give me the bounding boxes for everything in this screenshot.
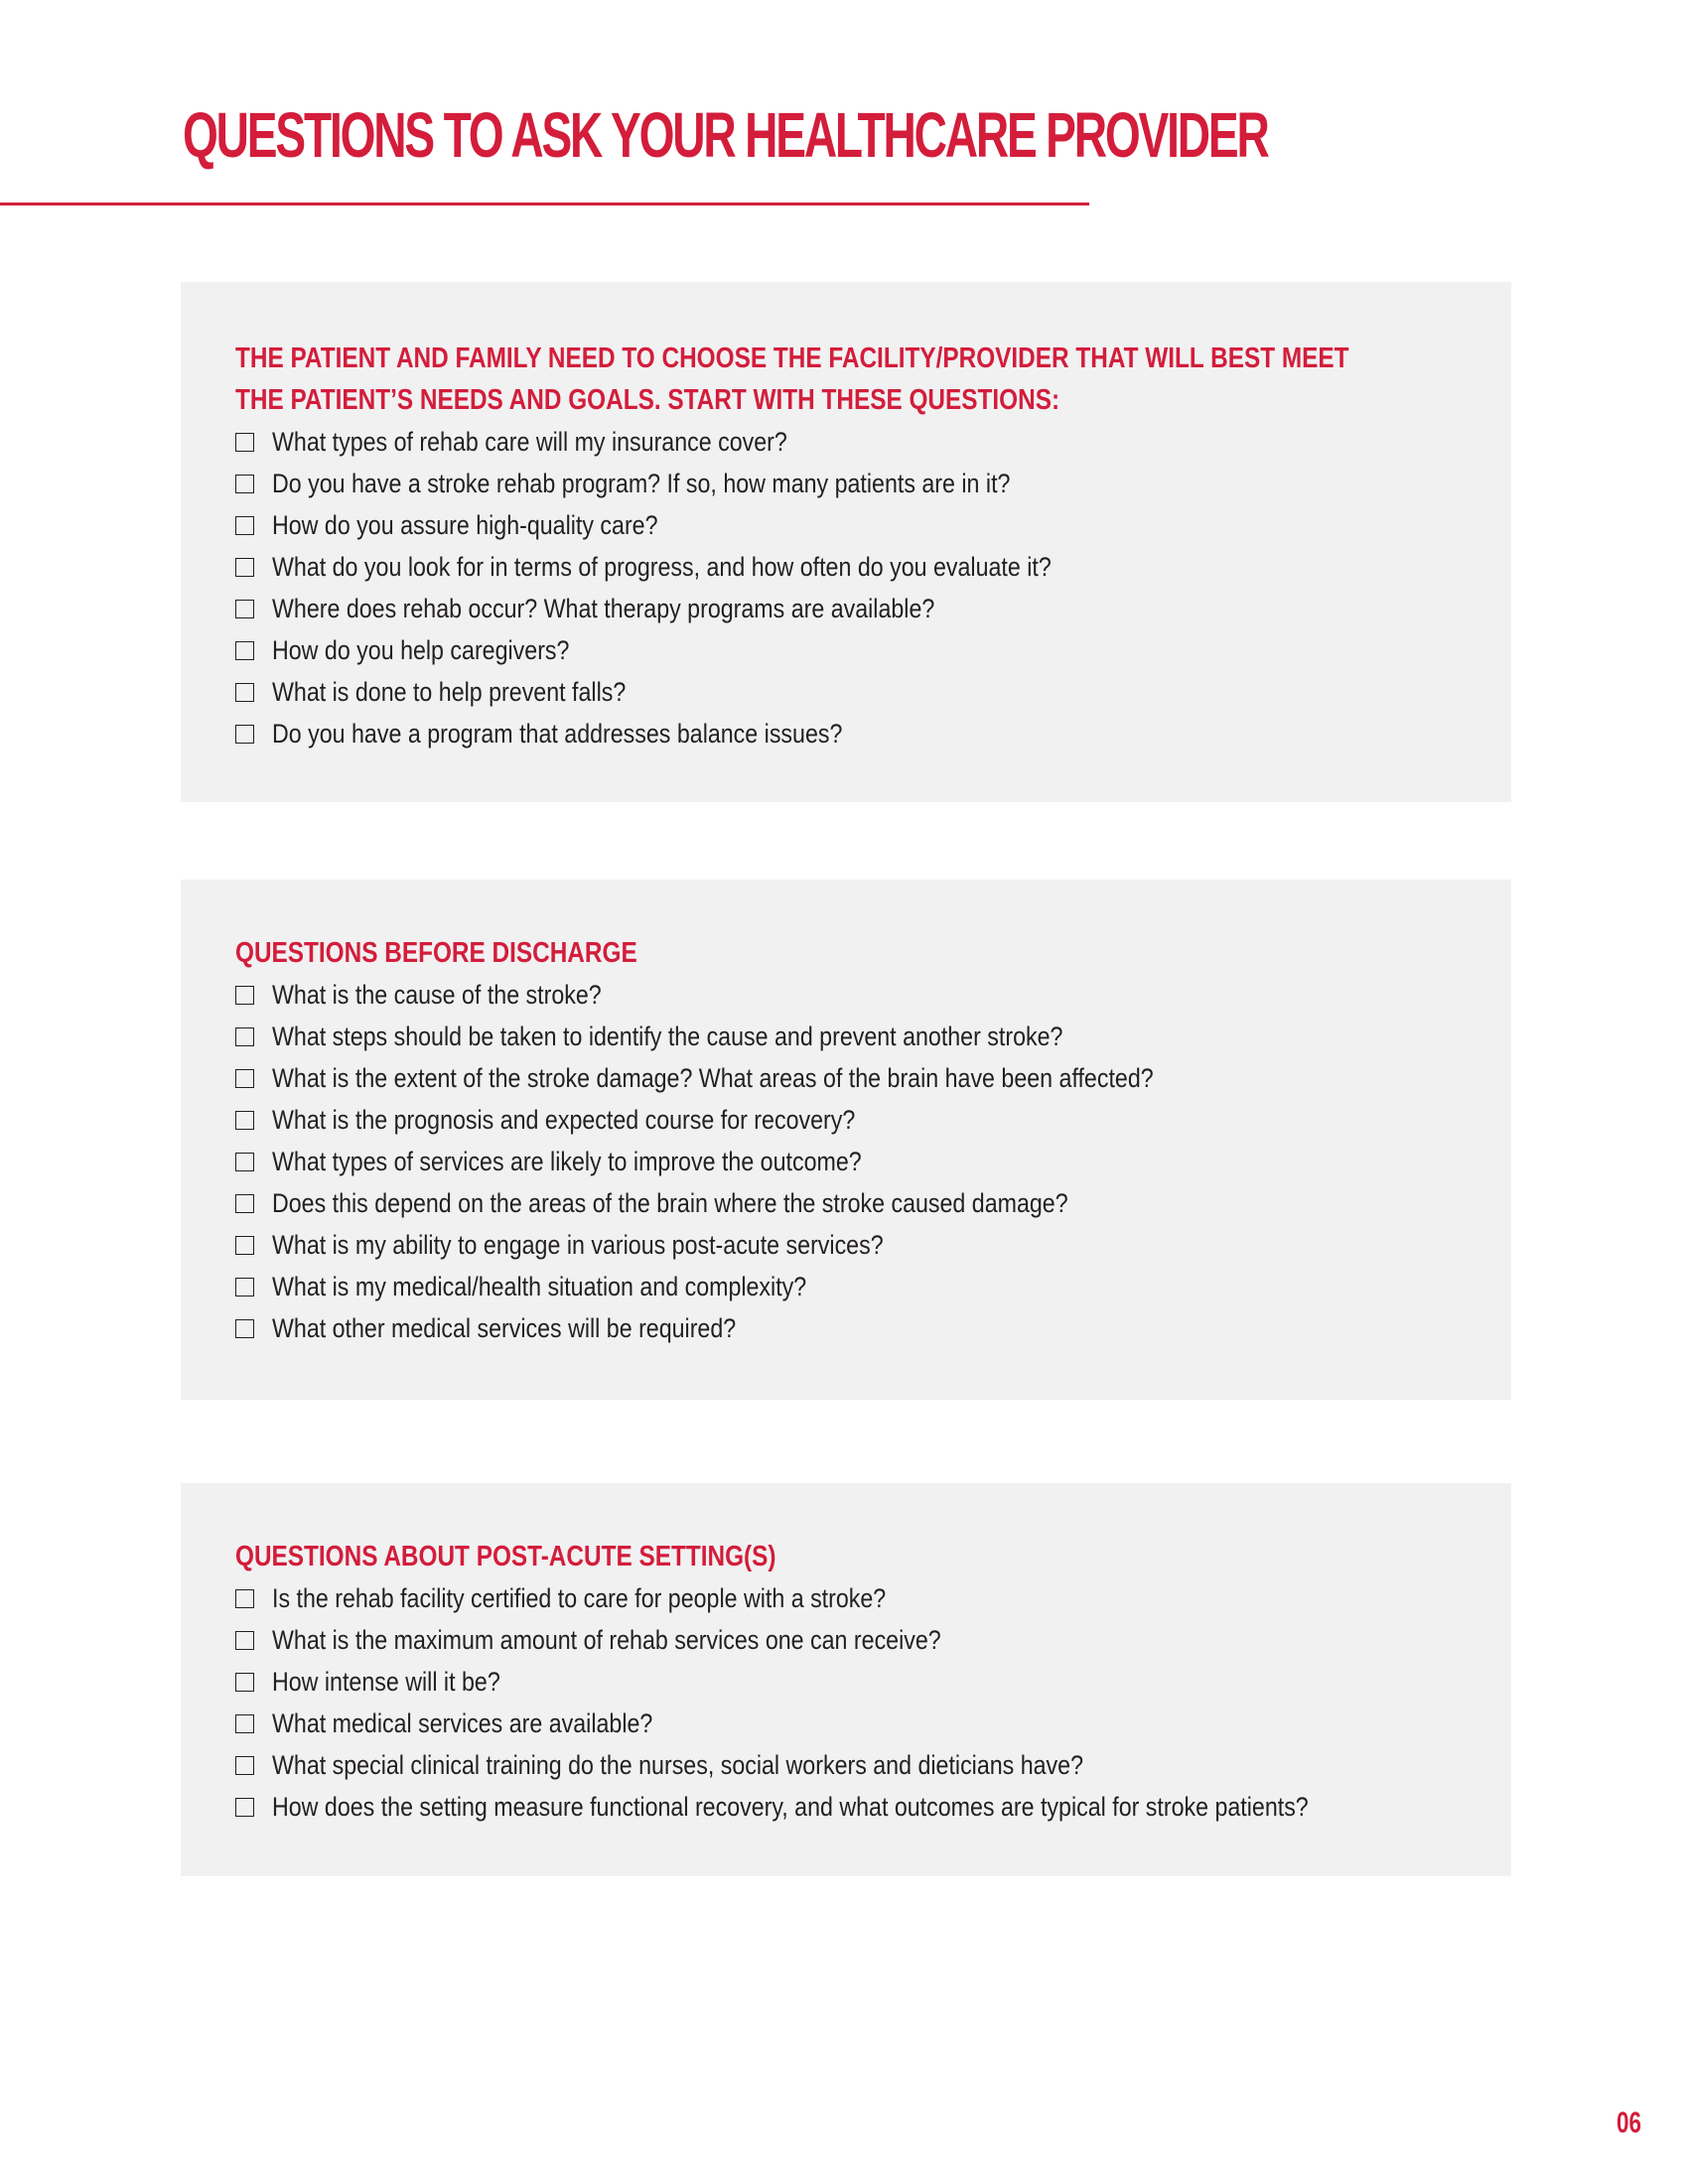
- checklist-item: [235, 671, 1511, 713]
- checklist-item: [235, 1016, 1511, 1057]
- section-heading-line: THE PATIENT’S NEEDS AND GOALS. START WITH THESE QUESTIONS:: [235, 384, 1060, 416]
- checklist-item: [235, 1224, 1511, 1266]
- checklist-item-text: What is the cause of the stroke?: [272, 979, 602, 1010]
- section-heading: [235, 1536, 1320, 1577]
- section-before-discharge: [181, 880, 1511, 1400]
- checkbox[interactable]: [235, 1319, 254, 1338]
- checkbox[interactable]: [235, 1194, 254, 1213]
- checklist-item: [235, 463, 1511, 504]
- checklist-item: [235, 1099, 1511, 1141]
- checkbox[interactable]: [235, 1798, 254, 1817]
- checklist-item: [235, 1661, 1511, 1703]
- checklist-item-text: What types of services are likely to improve the outcome?: [272, 1146, 862, 1176]
- checkbox[interactable]: [235, 725, 254, 744]
- checklist-item-text: Is the rehab facility certified to care for people with a stroke?: [272, 1582, 887, 1613]
- checkbox[interactable]: [235, 1589, 254, 1608]
- checklist-item-text: How intense will it be?: [272, 1666, 500, 1697]
- checklist-item-text: What is done to help prevent falls?: [272, 676, 627, 707]
- checklist-item-text: What is the prognosis and expected course for recovery?: [272, 1104, 856, 1135]
- checklist-item: [235, 546, 1511, 588]
- checklist-item: [235, 588, 1511, 629]
- checklist-item-text: What special clinical training do the nurses, social workers and dieticians have?: [272, 1749, 1083, 1780]
- checkbox[interactable]: [235, 433, 254, 452]
- title-underline: [0, 203, 1089, 205]
- checklist: [235, 1577, 1511, 1828]
- checkbox[interactable]: [235, 1673, 254, 1692]
- checklist-item: [235, 1744, 1511, 1786]
- checklist-item-text: How does the setting measure functional recovery, and what outcomes are typical for stroke patients?: [272, 1791, 1309, 1822]
- checklist-item: [235, 1577, 1511, 1619]
- checklist-item: [235, 713, 1511, 754]
- checkbox[interactable]: [235, 1111, 254, 1130]
- checkbox[interactable]: [235, 1756, 254, 1775]
- checkbox[interactable]: [235, 600, 254, 618]
- checkbox[interactable]: [235, 558, 254, 577]
- checklist-item: [235, 504, 1511, 546]
- checkbox[interactable]: [235, 641, 254, 660]
- section-post-acute-settings: [181, 1483, 1511, 1876]
- checklist: [235, 421, 1511, 754]
- checklist-item-text: Do you have a stroke rehab program? If so, how many patients are in it?: [272, 468, 1011, 498]
- checklist-item: [235, 1786, 1511, 1828]
- section-heading-line: QUESTIONS ABOUT POST-ACUTE SETTING(S): [235, 1541, 776, 1572]
- checklist-item: [235, 1266, 1511, 1307]
- checklist-item-text: What is the extent of the stroke damage? What areas of the brain have been affected?: [272, 1062, 1154, 1093]
- checklist-item-text: How do you help caregivers?: [272, 634, 570, 665]
- checklist-item-text: How do you assure high-quality care?: [272, 509, 658, 540]
- checklist-item-text: What do you look for in terms of progress, and how often do you evaluate it?: [272, 551, 1052, 582]
- checklist-item-text: What steps should be taken to identify the cause and prevent another stroke?: [272, 1021, 1063, 1051]
- checklist-item-text: What is my medical/health situation and complexity?: [272, 1271, 807, 1301]
- checkbox[interactable]: [235, 1069, 254, 1088]
- section-heading: [235, 338, 1349, 421]
- checkbox[interactable]: [235, 475, 254, 493]
- checkbox[interactable]: [235, 1153, 254, 1171]
- checklist-item: [235, 1182, 1511, 1224]
- checklist-item: [235, 421, 1511, 463]
- checklist-item: [235, 629, 1511, 671]
- checklist-item: [235, 974, 1511, 1016]
- checklist-item: [235, 1141, 1511, 1182]
- checklist-item-text: What medical services are available?: [272, 1707, 653, 1738]
- checkbox[interactable]: [235, 1631, 254, 1650]
- checklist-item-text: What is the maximum amount of rehab services one can receive?: [272, 1624, 941, 1655]
- section-choose-provider: [181, 282, 1511, 802]
- section-heading: [235, 932, 1320, 974]
- section-heading-line: QUESTIONS BEFORE DISCHARGE: [235, 937, 637, 969]
- checkbox[interactable]: [235, 516, 254, 535]
- checklist-item: [235, 1703, 1511, 1744]
- section-heading-line: THE PATIENT AND FAMILY NEED TO CHOOSE THE FACILITY/PROVIDER THAT WILL BEST MEET: [235, 342, 1349, 374]
- checklist-item-text: Where does rehab occur? What therapy programs are available?: [272, 593, 935, 623]
- checklist-item-text: What is my ability to engage in various post-acute services?: [272, 1229, 884, 1260]
- checklist-item-text: Do you have a program that addresses balance issues?: [272, 718, 843, 749]
- checklist-item-text: Does this depend on the areas of the brain where the stroke caused damage?: [272, 1187, 1068, 1218]
- checklist-item: [235, 1619, 1511, 1661]
- checkbox[interactable]: [235, 1236, 254, 1255]
- checklist-item-text: What types of rehab care will my insurance cover?: [272, 426, 787, 457]
- checklist: [235, 974, 1511, 1349]
- checklist-item: [235, 1307, 1511, 1349]
- page-number: 06: [1617, 2107, 1642, 2139]
- checkbox[interactable]: [235, 683, 254, 702]
- checklist-item: [235, 1057, 1511, 1099]
- checkbox[interactable]: [235, 1714, 254, 1733]
- checklist-item-text: What other medical services will be required?: [272, 1312, 737, 1343]
- page-title: QUESTIONS TO ASK YOUR HEALTHCARE PROVIDER: [183, 99, 1268, 171]
- checkbox[interactable]: [235, 1027, 254, 1046]
- checkbox[interactable]: [235, 1278, 254, 1297]
- checkbox[interactable]: [235, 986, 254, 1005]
